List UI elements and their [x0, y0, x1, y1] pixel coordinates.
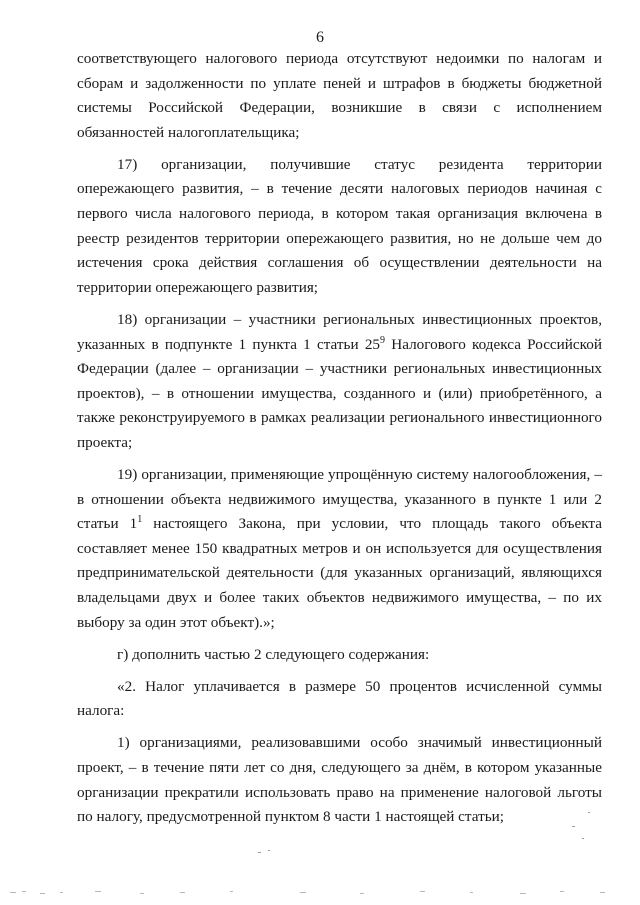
document-body: [77, 47, 602, 837]
scan-artifact: [588, 812, 590, 813]
scan-artifact: [582, 838, 584, 839]
item-18-text-end: Налогового кодекса Российской Федерации (далее – организации – участники региональных инвестиционных проектов), – в отношении имущества, созданного и (или) приобретённого, а также реконструируемого в рамках реализации регионального инвестиционного проекта;: [77, 335, 603, 451]
page-number: 6: [316, 29, 324, 46]
scan-artifact: [258, 852, 261, 853]
paragraph-item-18: [77, 308, 602, 456]
item-19-text-end: настоящего Закона, при условии, что площадь такого объекта составляет менее 150 квадратных метров и он используется для осуществления предпринимательской деятельности (для указанных организаций, являющихся владельцами двух и более таких объектов недвижимого имущества, – по их выбору за один этот объект).»;: [77, 515, 602, 631]
scan-bottom-edge: [0, 886, 640, 905]
item-19-superscript: 1: [137, 514, 143, 526]
item-18-text-start: 18) организации – участники региональных инвестиционных проектов, указанных в подпункте 1 пункта 1 статьи 25: [77, 310, 602, 353]
paragraph-item-19: [77, 463, 602, 635]
item-18-superscript: 9: [380, 334, 386, 346]
paragraph-item-17: 17) организации, получившие статус резидента территории опережающего развития, – в течение десяти налоговых периодов начиная с первого числа налогового периода, в котором такая организация включена в реестр резидентов территории опережающего развития, но не дольше чем до истечения срока действия соглашения об осуществлении деятельности на территории опережающего развития;: [77, 155, 602, 296]
paragraph-part-2: «2. Налог уплачивается в размере 50 процентов исчисленной суммы налога:: [77, 677, 602, 720]
paragraph-part-2-item-1: 1) организациями, реализовавшими особо значимый инвестиционный проект, – в течение пяти лет со дня, следующего за днём, в котором указанные организации прекратили использовать право на применение налоговой льготы по налогу, предусмотренной пунктом 8 части 1 настоящей статьи;: [77, 734, 602, 826]
scan-artifact: [572, 826, 575, 827]
paragraph-continuation: соответствующего налогового периода отсутствуют недоимки по налогам и сборам и задолженности по уплате пеней и штрафов в бюджеты бюджетной системы Российской Федерации, возникшие в связи с исполнением обязанностей налогоплательщика;: [77, 50, 602, 141]
paragraph-amendment-g: г) дополнить частью 2 следующего содержания:: [117, 645, 430, 663]
scan-artifact: [268, 850, 270, 851]
item-19-text-start: 19) организации, применяющие упрощённую систему налогообложения, – в отношении объекта недвижимого имущества, указанного в пункте 1 или 2 статьи 1: [77, 466, 602, 533]
